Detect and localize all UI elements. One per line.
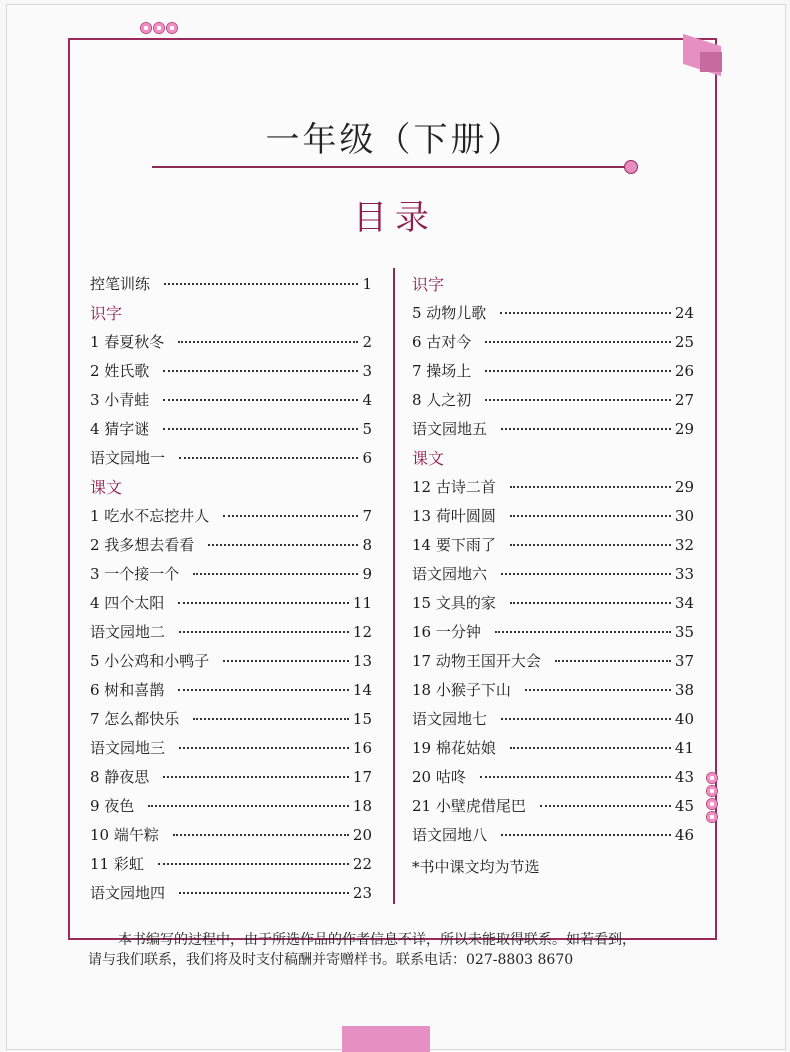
toc-entry[interactable]	[90, 270, 372, 299]
toc-entry[interactable]	[412, 328, 694, 357]
toc-entry-title: 语文园地四	[90, 884, 166, 902]
toc-page-number: 35	[674, 623, 694, 641]
toc-entry[interactable]	[412, 705, 694, 734]
toc-entry-title: 控笔训练	[90, 275, 151, 293]
flower-icon	[706, 785, 718, 797]
toc-section-header	[412, 444, 694, 473]
dot-leader	[193, 573, 358, 575]
toc-page-number: 46	[674, 826, 694, 844]
bottom-tab	[342, 1026, 430, 1052]
corner-fold	[700, 52, 722, 72]
toc-page-number: 26	[674, 362, 694, 380]
toc-entry[interactable]	[90, 763, 372, 792]
toc-entry-title: 7 操场上	[412, 362, 472, 380]
toc-entry-title: 5 小公鸡和小鸭子	[90, 652, 210, 670]
toc-page-number: 23	[352, 884, 372, 902]
flower-icon	[140, 22, 152, 34]
flower-decoration-side	[706, 772, 718, 823]
toc-entry-title: 14 要下雨了	[412, 536, 496, 554]
toc-entry-title: 8 人之初	[412, 391, 472, 409]
toc-entry-title: 4 四个太阳	[90, 594, 165, 612]
dot-leader	[223, 515, 358, 517]
toc-entry[interactable]	[90, 734, 372, 763]
footer-line-2: 请与我们联系，我们将及时支付稿酬并寄赠样书。联系电话：027-8803 8670	[88, 952, 574, 968]
flower-decoration-top	[140, 22, 178, 34]
toc-entry-title: 15 文具的家	[412, 594, 496, 612]
toc-entry-title: 1 春夏秋冬	[90, 333, 165, 351]
dot-leader	[485, 370, 671, 372]
toc-entry-title: 2 姓氏歌	[90, 362, 150, 380]
toc-entry-title: 3 一个接一个	[90, 565, 180, 583]
toc-entry-title: 4 猜字谜	[90, 420, 150, 438]
toc-page-number: 20	[352, 826, 372, 844]
dot-leader	[163, 776, 349, 778]
toc-entry-title: 12 古诗二首	[412, 478, 496, 496]
toc-entry[interactable]	[412, 299, 694, 328]
toc-page-number: 41	[674, 739, 694, 757]
toc-page-number: 15	[352, 710, 372, 728]
dot-leader	[178, 602, 349, 604]
toc-page-number: 16	[352, 739, 372, 757]
dot-leader	[148, 805, 349, 807]
toc-page-number: 3	[362, 362, 372, 380]
toc-entry-title: 6 树和喜鹊	[90, 681, 165, 699]
toc-entry[interactable]	[90, 328, 372, 357]
toc-page-number: 27	[674, 391, 694, 409]
toc-entry-title: 1 吃水不忘挖井人	[90, 507, 210, 525]
dot-leader	[208, 544, 358, 546]
title-rule-dot	[624, 160, 638, 174]
toc-entry-title: 5 动物儿歌	[412, 304, 487, 322]
toc-entry-title: 8 静夜思	[90, 768, 150, 786]
toc-page-number: 32	[674, 536, 694, 554]
dot-leader	[179, 747, 349, 749]
toc-entry[interactable]	[412, 792, 694, 821]
toc-entry[interactable]	[90, 647, 372, 676]
dot-leader	[485, 341, 671, 343]
dot-leader	[510, 747, 671, 749]
toc-page-number: 7	[362, 507, 372, 525]
footer-line-1: 本书编写的过程中，由于所选作品的作者信息不详，所以未能取得联系。如若看到，	[118, 932, 636, 948]
toc-entry-title: 21 小壁虎借尾巴	[412, 797, 526, 815]
toc-entry-title: 语文园地一	[90, 449, 166, 467]
toc-entry[interactable]	[90, 850, 372, 879]
toc-entry-title: 语文园地五	[412, 420, 488, 438]
toc-page-number: 22	[352, 855, 372, 873]
toc-entry[interactable]	[90, 792, 372, 821]
toc-entry-title: 17 动物王国开大会	[412, 652, 541, 670]
section-label: 识字	[90, 304, 123, 323]
toc-entry-title: 18 小猴子下山	[412, 681, 511, 699]
toc-entry-title: 2 我多想去看看	[90, 536, 195, 554]
section-label: 课文	[412, 449, 445, 468]
toc-page-number: 40	[674, 710, 694, 728]
toc-entry[interactable]	[412, 618, 694, 647]
toc-entry[interactable]	[90, 357, 372, 386]
toc-page-number: 18	[352, 797, 372, 815]
toc-entry-title: 语文园地三	[90, 739, 166, 757]
toc-heading: 目录	[353, 198, 437, 238]
toc-entry[interactable]	[412, 560, 694, 589]
toc-entry-title: 19 棉花姑娘	[412, 739, 496, 757]
toc-entry[interactable]	[412, 386, 694, 415]
toc-entry[interactable]	[90, 589, 372, 618]
toc-section-header	[90, 299, 372, 328]
toc-entry-title: 3 小青蛙	[90, 391, 150, 409]
toc-entry[interactable]	[412, 357, 694, 386]
dot-leader	[501, 573, 671, 575]
toc-page-number: 37	[674, 652, 694, 670]
toc-entry[interactable]	[412, 589, 694, 618]
toc-entry-title: 语文园地八	[412, 826, 488, 844]
flower-icon	[706, 811, 718, 823]
toc-page-number: 30	[674, 507, 694, 525]
toc-page-number: 9	[362, 565, 372, 583]
toc-page-number: 45	[674, 797, 694, 815]
column-divider	[393, 268, 395, 904]
toc-entry[interactable]	[90, 502, 372, 531]
toc-entry[interactable]	[90, 618, 372, 647]
toc-page-number: 38	[674, 681, 694, 699]
toc-entry[interactable]	[412, 821, 694, 850]
toc-entry-title: 9 夜色	[90, 797, 135, 815]
dot-leader	[158, 863, 349, 865]
dot-leader	[178, 689, 349, 691]
dot-leader	[480, 776, 671, 778]
dot-leader	[179, 631, 349, 633]
toc-page-number: 11	[352, 594, 372, 612]
excerpt-note: *书中课文均为节选	[412, 858, 540, 876]
dot-leader	[193, 718, 349, 720]
toc-entry[interactable]	[412, 763, 694, 792]
toc-entry-title: 语文园地六	[412, 565, 488, 583]
toc-entry[interactable]	[412, 734, 694, 763]
toc-page-number: 8	[362, 536, 372, 554]
dot-leader	[178, 341, 358, 343]
flower-icon	[706, 798, 718, 810]
toc-section-header	[412, 270, 694, 299]
dot-leader	[223, 660, 349, 662]
toc-page-number: 17	[352, 768, 372, 786]
section-label: 识字	[412, 275, 445, 294]
toc-entry[interactable]	[412, 531, 694, 560]
toc-entry-title: 语文园地七	[412, 710, 488, 728]
toc-entry[interactable]	[90, 531, 372, 560]
section-label: 课文	[90, 478, 123, 497]
toc-entry[interactable]	[90, 386, 372, 415]
toc-page-number: 13	[352, 652, 372, 670]
toc-page-number: 5	[362, 420, 372, 438]
toc-entry[interactable]	[90, 879, 372, 908]
toc-entry[interactable]	[90, 676, 372, 705]
toc-entry[interactable]	[412, 473, 694, 502]
toc-entry[interactable]	[90, 415, 372, 444]
toc-section-header	[90, 473, 372, 502]
toc-entry[interactable]	[412, 676, 694, 705]
dot-leader	[179, 892, 349, 894]
toc-entry[interactable]	[90, 444, 372, 473]
dot-leader	[164, 283, 358, 285]
toc-right-column	[412, 270, 694, 877]
dot-leader	[163, 428, 358, 430]
dot-leader	[163, 399, 358, 401]
toc-entry-title: 7 怎么都快乐	[90, 710, 180, 728]
dot-leader	[501, 834, 671, 836]
dot-leader	[501, 718, 671, 720]
copyright-notice	[88, 930, 708, 970]
dot-leader	[173, 834, 349, 836]
dot-leader	[510, 515, 671, 517]
toc-page-number: 29	[674, 478, 694, 496]
toc-entry[interactable]	[412, 415, 694, 444]
toc-left-column	[90, 270, 372, 908]
title-underline	[152, 166, 630, 168]
toc-entry[interactable]	[412, 502, 694, 531]
toc-page-number: 33	[674, 565, 694, 583]
toc-entry-title: 语文园地二	[90, 623, 166, 641]
toc-entry-title: 10 端午粽	[90, 826, 159, 844]
toc-entry[interactable]	[90, 821, 372, 850]
toc-page-number: 12	[352, 623, 372, 641]
flower-icon	[706, 772, 718, 784]
dot-leader	[555, 660, 671, 662]
toc-entry[interactable]	[90, 560, 372, 589]
toc-page-number: 6	[362, 449, 372, 467]
toc-page-number: 34	[674, 594, 694, 612]
dot-leader	[179, 457, 358, 459]
toc-page-number: 14	[352, 681, 372, 699]
toc-page-number: 25	[674, 333, 694, 351]
toc-page-number: 1	[362, 275, 372, 293]
toc-entry[interactable]	[412, 647, 694, 676]
toc-entry-title: 20 咕咚	[412, 768, 466, 786]
toc-page-number: 24	[674, 304, 694, 322]
dot-leader	[510, 602, 671, 604]
dot-leader	[540, 805, 671, 807]
page-title: 一年级（下册）	[265, 120, 525, 160]
toc-page-number: 29	[674, 420, 694, 438]
dot-leader	[525, 689, 671, 691]
toc-entry-title: 11 彩虹	[90, 855, 144, 873]
dot-leader	[163, 370, 358, 372]
toc-entry-title: 16 一分钟	[412, 623, 481, 641]
flower-icon	[166, 22, 178, 34]
dot-leader	[495, 631, 671, 633]
dot-leader	[485, 399, 671, 401]
toc-page-number: 43	[674, 768, 694, 786]
dot-leader	[501, 428, 671, 430]
toc-page-number: 2	[362, 333, 372, 351]
dot-leader	[510, 486, 671, 488]
toc-page-number: 4	[362, 391, 372, 409]
toc-entry-title: 6 古对今	[412, 333, 472, 351]
flower-icon	[153, 22, 165, 34]
dot-leader	[500, 312, 671, 314]
dot-leader	[510, 544, 671, 546]
toc-entry[interactable]	[90, 705, 372, 734]
toc-entry-title: 13 荷叶圆圆	[412, 507, 496, 525]
